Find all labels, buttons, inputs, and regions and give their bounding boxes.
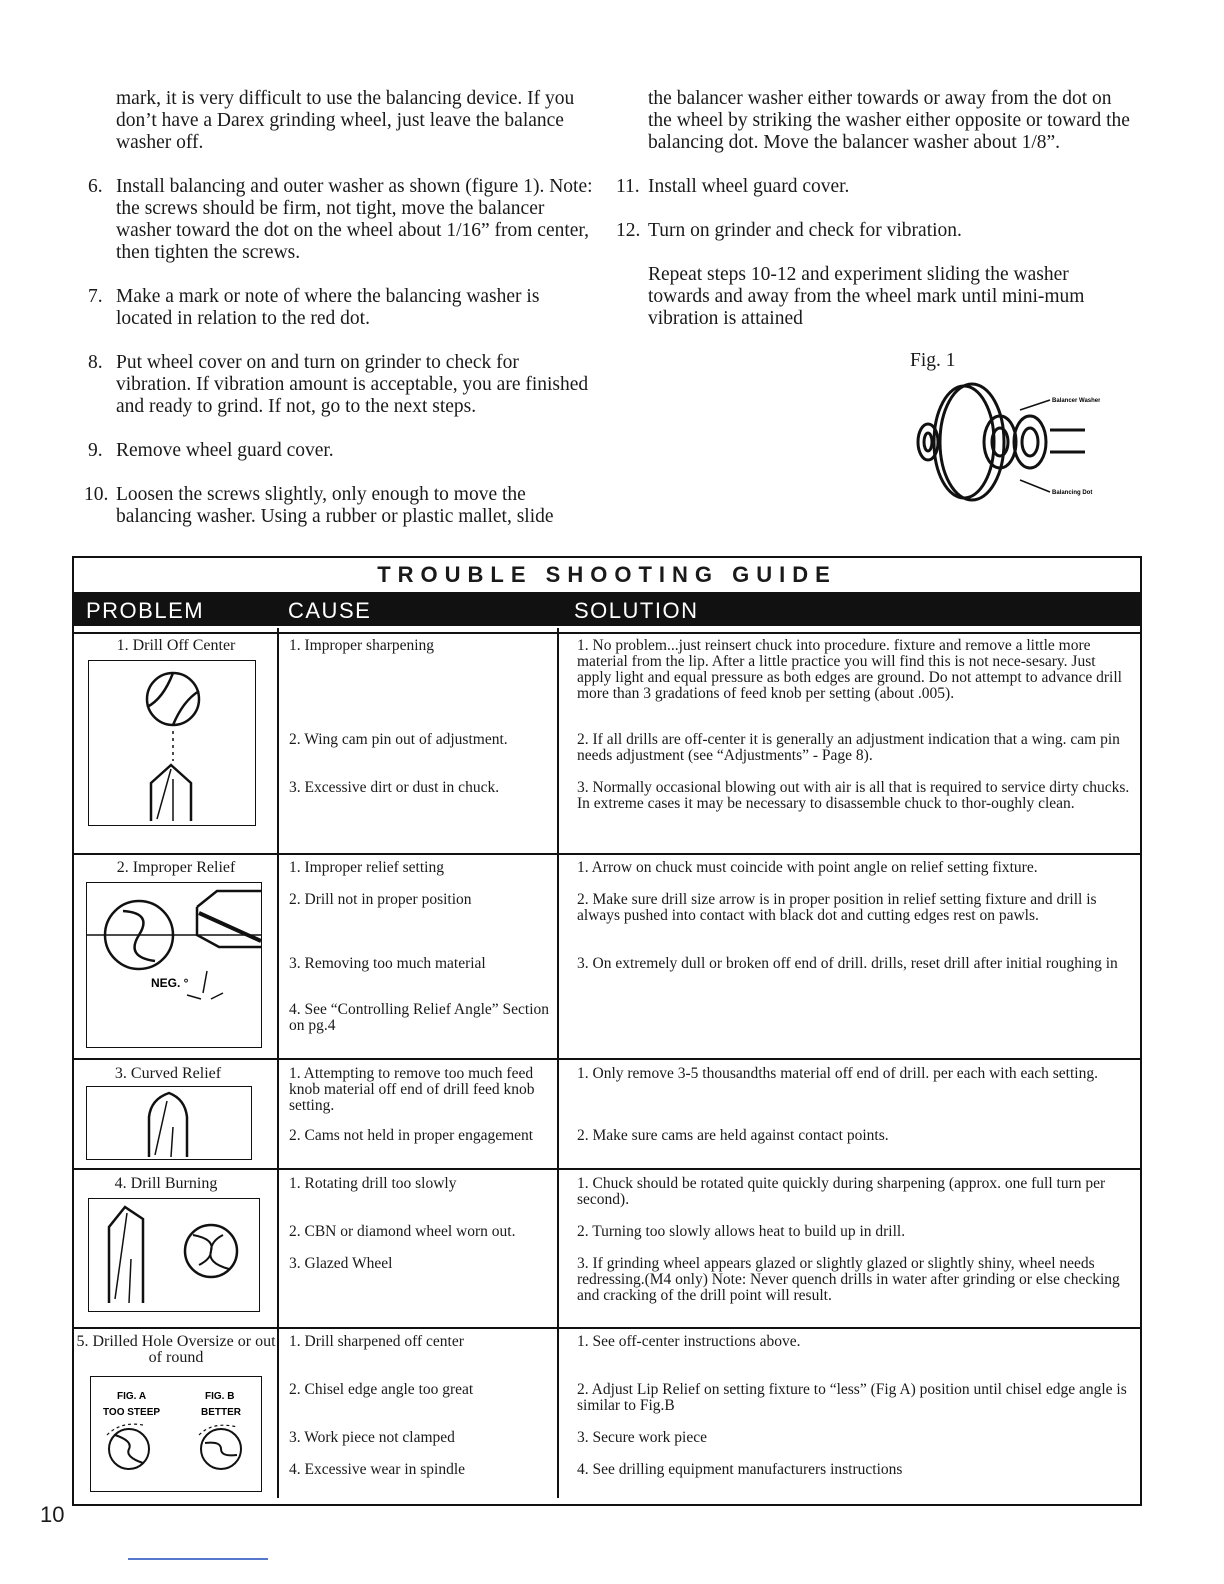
header-solution: SOLUTION xyxy=(574,598,699,623)
problem-1: 1. Drill Off Center xyxy=(116,637,236,654)
footer-rule xyxy=(128,1558,268,1560)
column-divider xyxy=(557,628,559,1498)
guide-title: TROUBLE SHOOTING GUIDE xyxy=(74,558,1140,594)
relief-diagram xyxy=(87,883,261,1047)
cause-2-4: 4. See “Controlling Relief Angle” Section on pg.4 xyxy=(289,1001,550,1034)
step-number: 12. xyxy=(616,220,641,241)
cause-4-2: 2. CBN or diamond wheel worn out. xyxy=(289,1223,516,1240)
step-text: Make a mark or note of where the balancing washer is located in relation to the red dot. xyxy=(116,286,540,329)
solution-1-2: 2. If all drills are off-center it is generally an adjustment indication that a wing. cam pin needs adjustment (see “Adjustments” - Page 8). xyxy=(577,731,1120,764)
solution-2-2: 2. Make sure drill size arrow is in proper position in relief setting fixture and drill is always pushed into contact with black dot and cutting edges rest on pawls. xyxy=(577,891,1097,924)
cause-2-2: 2. Drill not in proper position xyxy=(289,891,472,908)
step-9 xyxy=(88,440,598,462)
cause-2-3: 3. Removing too much material xyxy=(289,955,486,972)
step-number: 8. xyxy=(88,352,103,373)
step-number: 11. xyxy=(616,176,640,197)
step-11 xyxy=(616,176,1130,198)
oversize-hole-figure xyxy=(90,1376,262,1492)
row-divider xyxy=(74,1168,1140,1170)
solution-5-2: 2. Adjust Lip Relief on setting fixture to “less” (Fig A) position until chisel edge angle is similar to Fig.B xyxy=(577,1381,1127,1414)
fig-1-callout-washer: Balancer Washer xyxy=(1052,398,1100,404)
neg-angle-label: NEG. ° xyxy=(151,976,189,990)
fig-b-label: FIG. B xyxy=(205,1391,235,1402)
balancer-washer-figure xyxy=(900,380,1100,505)
step-8 xyxy=(88,352,598,418)
guide-header-row xyxy=(74,594,1140,626)
step-number: 10. xyxy=(84,484,109,505)
solution-5-3: 3. Secure work piece xyxy=(577,1429,707,1446)
fig-a-label: FIG. A xyxy=(117,1391,147,1402)
solution-2-3: 3. On extremely dull or broken off end of drill. drills, reset drill after initial roughing in xyxy=(577,955,1118,972)
problem-3: 3. Curved Relief xyxy=(114,1065,222,1082)
improper-relief-figure xyxy=(86,882,262,1048)
curved-relief-figure xyxy=(86,1086,252,1160)
step-number: 7. xyxy=(88,286,103,307)
header-cause: CAUSE xyxy=(288,598,372,623)
cause-5-4: 4. Excessive wear in spindle xyxy=(289,1461,466,1478)
solution-1-3: 3. Normally occasional blowing out with air is all that is required to service dirty chucks. In extreme cases it may be necessary to disassemble chuck to thor-oughly clean. xyxy=(577,779,1130,812)
solution-3-2: 2. Make sure cams are held against contact points. xyxy=(577,1127,889,1144)
fig-1-label: Fig. 1 xyxy=(910,350,956,371)
curved-drill-diagram xyxy=(87,1087,251,1159)
fig-a-sub-label: TOO STEEP xyxy=(103,1407,161,1418)
step-text: Turn on grinder and check for vibration. xyxy=(648,220,962,241)
fig-1-callout-dot: Balancing Dot xyxy=(1052,490,1093,496)
solution-5-1: 1. See off-center instructions above. xyxy=(577,1333,801,1350)
step-number: 9. xyxy=(88,440,103,461)
row-divider xyxy=(74,1327,1140,1329)
solution-2-1: 1. Arrow on chuck must coincide with point angle on relief setting fixture. xyxy=(577,859,1038,876)
fig-b-sub-label: BETTER xyxy=(201,1407,241,1418)
cause-5-3: 3. Work piece not clamped xyxy=(289,1429,455,1446)
row-divider xyxy=(74,1058,1140,1060)
step-7 xyxy=(88,286,598,330)
solution-5-4: 4. See drilling equipment manufacturers instructions xyxy=(577,1461,903,1478)
cause-5-2: 2. Chisel edge angle too great xyxy=(289,1381,474,1398)
step-text: Install balancing and outer washer as shown (figure 1). Note: the screws should be firm, not tight, move the balancer washer toward the dot on the wheel about 1/16” from center, then tighten the screws. xyxy=(116,176,593,263)
column-divider xyxy=(277,628,279,1498)
step-text: Put wheel cover on and turn on grinder to check for vibration. If vibration amount is acceptable, you are finished and ready to grind. If not, go to the next steps. xyxy=(116,352,589,417)
step-text: Install wheel guard cover. xyxy=(648,176,850,197)
row-divider xyxy=(74,853,1140,855)
problem-4: 4. Drill Burning xyxy=(114,1175,218,1192)
cause-4-1: 1. Rotating drill too slowly xyxy=(289,1175,457,1192)
trouble-shooting-guide xyxy=(72,556,1142,1506)
problem-2: 2. Improper Relief xyxy=(116,859,236,876)
step-6 xyxy=(88,176,598,264)
cause-4-3: 3. Glazed Wheel xyxy=(289,1255,393,1272)
header-rule xyxy=(74,632,1140,634)
page-number: 10 xyxy=(40,1502,65,1527)
solution-1-1: 1. No problem...just reinsert chuck into procedure. fixture and remove a little more material from the lip. After a little practice you will find this is not nece-sesary. Just apply light and equal pressure as both edges are ground. Do not attempt to advance drill more than 3 gradations of feed knob per setting (about .005). xyxy=(577,637,1122,702)
step-number: 6. xyxy=(88,176,103,197)
right-column xyxy=(616,88,1130,352)
repeat-note: Repeat steps 10-12 and experiment sliding the washer towards and away from the wheel mark until mini-mum vibration is attained xyxy=(648,264,1085,329)
problem-5: 5. Drilled Hole Oversize or out of round xyxy=(76,1333,276,1366)
step-12 xyxy=(616,220,1130,242)
drill-burning-figure xyxy=(88,1198,260,1312)
cause-1-1: 1. Improper sharpening xyxy=(289,637,435,654)
cause-2-1: 1. Improper relief setting xyxy=(289,859,444,876)
solution-3-1: 1. Only remove 3-5 thousandths material off end of drill. per each with each setting. xyxy=(577,1065,1098,1082)
left-intro: mark, it is very difficult to use the balancing device. If you don’t have a Darex grinding wheel, just leave the balance washer off. xyxy=(116,88,575,153)
cause-1-2: 2. Wing cam pin out of adjustment. xyxy=(289,731,508,748)
header-problem: PROBLEM xyxy=(86,598,205,623)
cause-1-3: 3. Excessive dirt or dust in chuck. xyxy=(289,779,500,796)
solution-4-1: 1. Chuck should be rotated quite quickly during sharpening (approx. one full turn per second). xyxy=(577,1175,1106,1208)
step-10 xyxy=(84,484,598,528)
step-text: Remove wheel guard cover. xyxy=(116,440,334,461)
cause-5-1: 1. Drill sharpened off center xyxy=(289,1333,464,1350)
drill-off-center-figure xyxy=(88,660,256,826)
right-continuation: the balancer washer either towards or away from the dot on the wheel by striking the washer either opposite or toward the balancing dot. Move the balancer washer about 1/8”. xyxy=(648,88,1130,153)
cause-3-1: 1. Attempting to remove too much feed knob material off end of drill feed knob setting. xyxy=(289,1065,535,1114)
solution-4-2: 2. Turning too slowly allows heat to build up in drill. xyxy=(577,1223,906,1240)
fig-a-b-diagram xyxy=(91,1377,261,1491)
drill-diagram xyxy=(89,661,255,825)
solution-4-3: 3. If grinding wheel appears glazed or slightly glazed or slightly shiny, wheel needs redressing.(M4 only) Note: Never quench drills in water after grinding or else checking and cracking of the drill point will result. xyxy=(577,1255,1120,1304)
cause-3-2: 2. Cams not held in proper engagement xyxy=(289,1127,534,1144)
left-column xyxy=(84,88,598,550)
step-text: Loosen the screws slightly, only enough to move the balancing washer. Using a rubber or plastic mallet, slide xyxy=(116,484,554,527)
burning-drill-diagram xyxy=(89,1199,259,1311)
